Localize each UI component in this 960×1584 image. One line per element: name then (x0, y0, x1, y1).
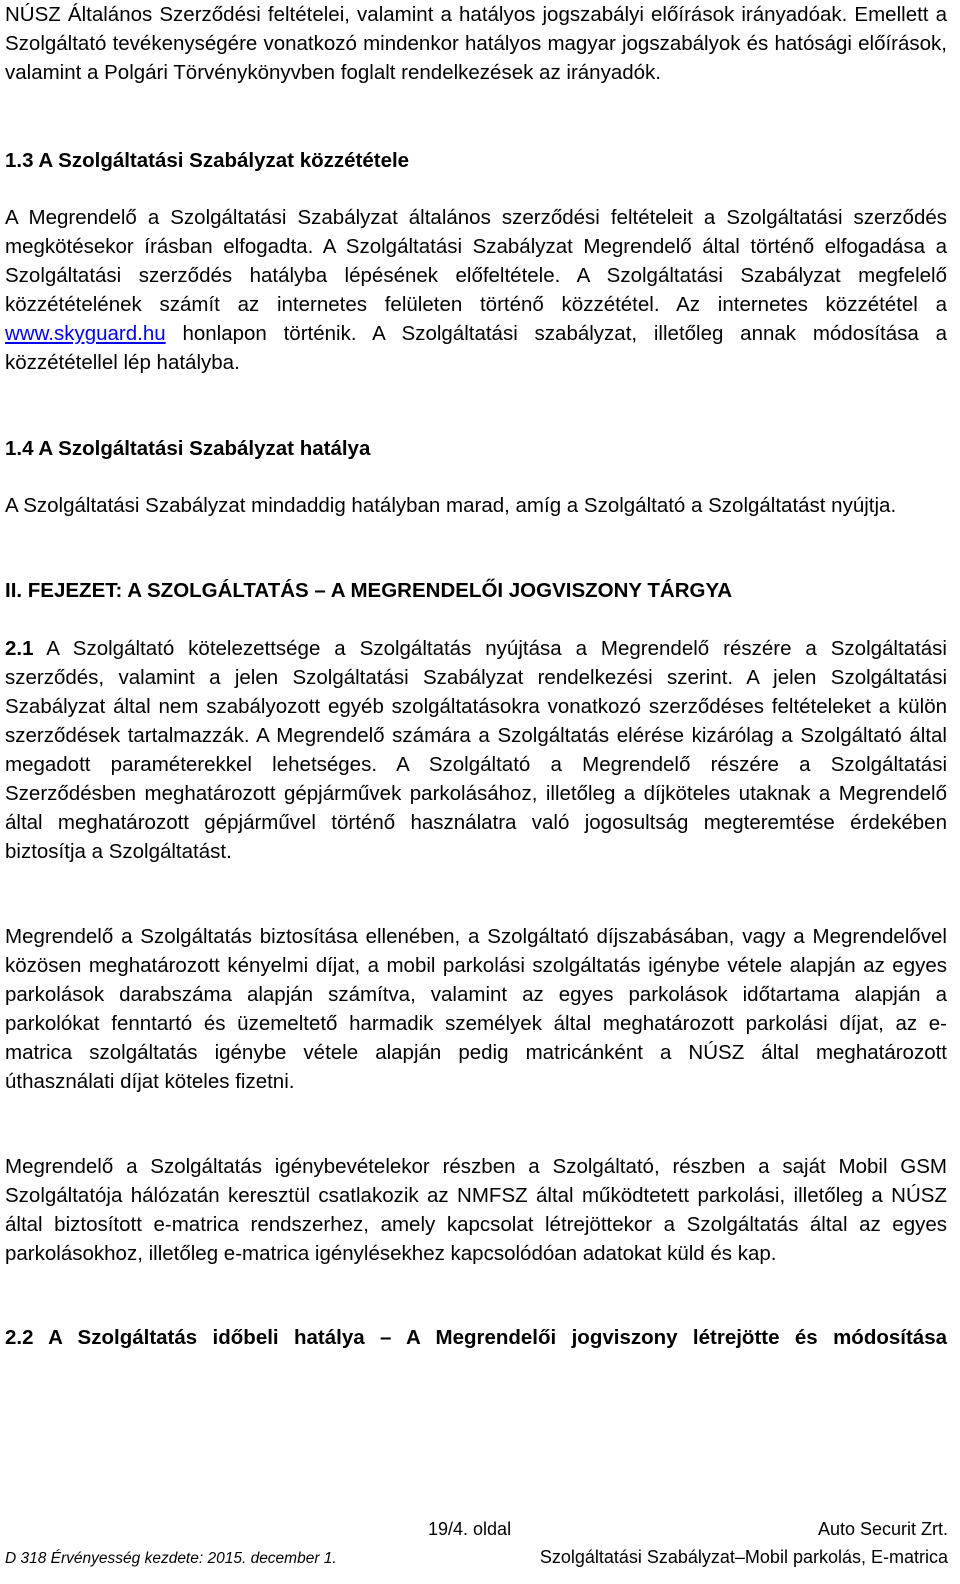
skyguard-website-link[interactable]: www.skyguard.hu (5, 322, 166, 345)
section-2-1-paragraph (5, 634, 947, 866)
section-1-4-heading: 1.4 A Szolgáltatási Szabályzat hatálya (5, 437, 371, 460)
section-2-1-paragraph-3: Megrendelő a Szolgáltatás igénybevételekor részben a Szolgáltató, részben a saját Mobil GSM Szolgáltatója hálózatán keresztül csatlakozik az NMFSZ által működtetett parkolási, illetőleg a NÚSZ által biztosított e-matrica rendszerhez, amely kapcsolat létrejöttekor a Szolgáltatás által az egyes parkolásokhoz, illetőleg e-matrica igénylésekhez kapcsolódóan adatokat küld és kap. (5, 1155, 947, 1265)
chapter-2-heading: II. FEJEZET: A SZOLGÁLTATÁS – A MEGRENDELŐI JOGVISZONY TÁRGYA (5, 579, 733, 602)
section-2-1-paragraph-2: Megrendelő a Szolgáltatás biztosítása ellenében, a Szolgáltató díjszabásában, vagy a Megrendelővel közösen meghatározott kényelmi díjat, a mobil parkolási szolgáltatás igénybe vétele alapján az egyes parkolások darabszáma alapján számítva, valamint az egyes parkolások időtartama alapján a parkolókat fenntartó és üzemeltető harmadik személyek által meghatározott parkolási díjat, az e-matrica szolgáltatás igénybe vétele alapján pedig matricánként a NÚSZ által meghatározott úthasználati díjat köteles fizetni. (5, 925, 947, 1093)
section-1-3-text-after-link: honlapon történik. A Szolgáltatási szabályzat, illetőleg annak módosítása a közzététellel lép hatályba. (5, 322, 947, 374)
section-2-2-heading: 2.2 A Szolgáltatás időbeli hatálya – A Megrendelői jogviszony létrejötte és módosítása (5, 1326, 947, 1349)
company-name: Auto Securit Zrt. (817, 1519, 948, 1539)
section-2-1-number: 2.1 (5, 637, 34, 660)
section-2-1-text: A Szolgáltató kötelezettsége a Szolgáltatás nyújtása a Megrendelő részére a Szolgáltatási szerződés, valamint a jelen Szolgáltatási Szabályzat rendelkezési szerint. A jelen Szolgáltatási Szabályzat által nem szabályozott egyéb szolgáltatásokra vonatkozó szerződéses feltételeket a külön szerződések tartalmazzák. A Megrendelő számára a Szolgáltatás elérése kizárólag a Szolgáltató által megadott paraméterekkel lehetséges. A Szolgáltató a Megrendelő részére a Szolgáltatási Szerződésben meghatározott gépjárművek parkolásához, illetőleg a díjköteles utaknak a Megrendelő által meghatározott gépjárművel történő használatra való jogosultság megteremtése érdekében biztosítja a Szolgáltatást. (5, 637, 947, 863)
intro-paragraph: NÚSZ Általános Szerződési feltételei, valamint a hatályos jogszabályi előírások irányadóak. Emellett a Szolgáltató tevékenységére vonatkozó mindenkor hatályos magyar jogszabályok és hatósági előírások, valamint a Polgári Törvénykönyvben foglalt rendelkezések az irányadók. (5, 3, 947, 84)
section-1-3-paragraph (5, 203, 947, 377)
page-number: 19/4. oldal (428, 1519, 512, 1539)
document-title: Szolgáltatási Szabályzat–Mobil parkolás, E-matrica (539, 1547, 948, 1567)
section-1-3-heading: 1.3 A Szolgáltatási Szabályzat közzététele (5, 149, 410, 172)
section-1-4-paragraph: A Szolgáltatási Szabályzat mindaddig hatályban marad, amíg a Szolgáltató a Szolgáltatást nyújtja. (5, 494, 897, 517)
section-1-3-text-before-link: A Megrendelő a Szolgáltatási Szabályzat általános szerződési feltételeit a Szolgáltatási szerződés megkötésekor írásban elfogadta. A Szolgáltatási Szabályzat Megrendelő által történő elfogadása a Szolgáltatási szerződés hatályba lépésének előfeltétele. A Szolgáltatási Szabályzat megfelelő közzétételének számít az internetes felületen történő közzététel. Az internetes közzététel a (5, 206, 947, 316)
validity-date: D 318 Érvényesség kezdete: 2015. december 1. (5, 1550, 337, 1567)
